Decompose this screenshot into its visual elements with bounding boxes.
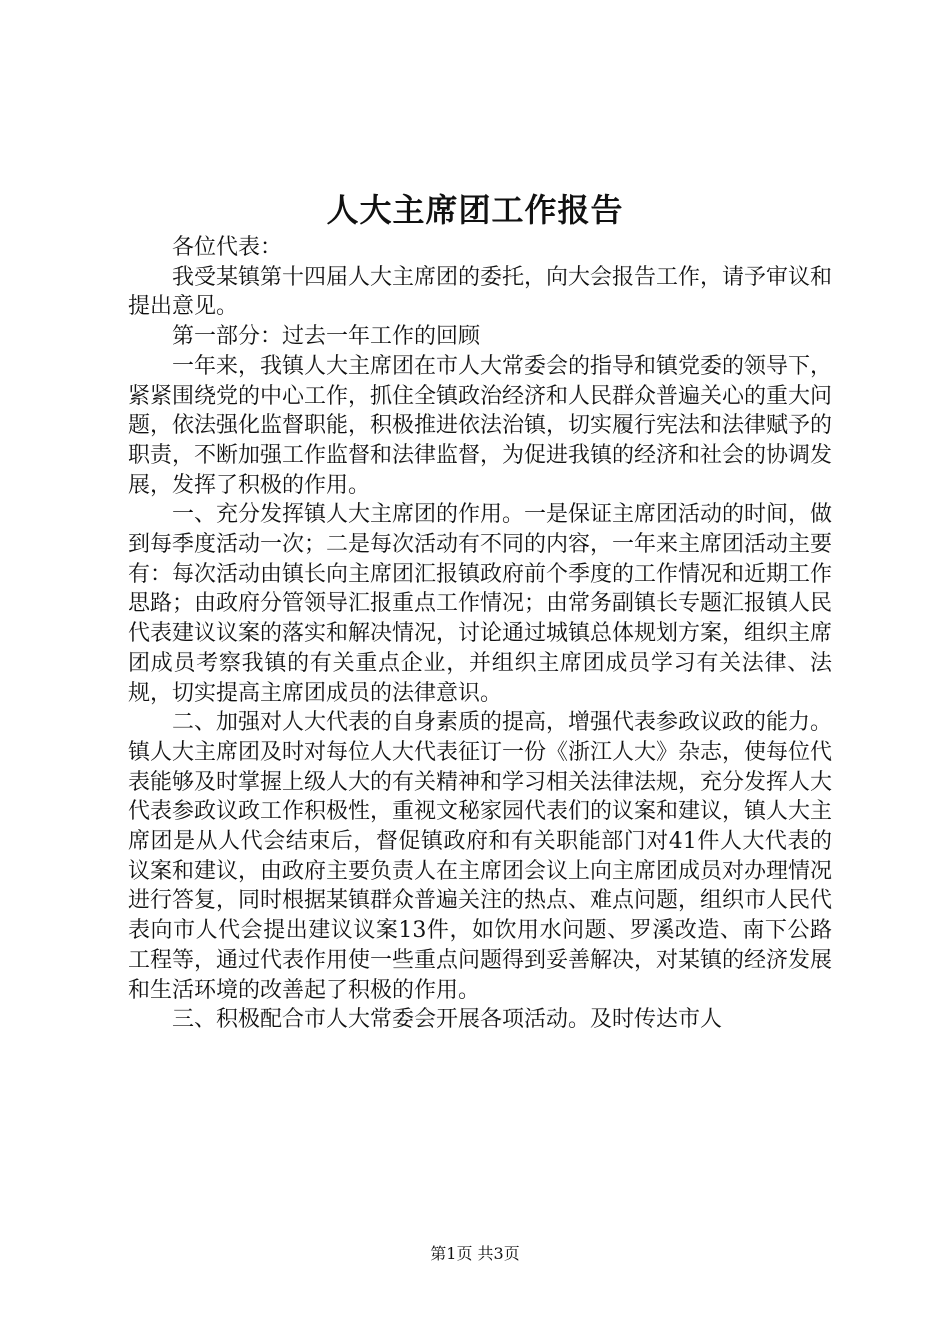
document-title: 人大主席团工作报告 xyxy=(326,191,624,229)
body-paragraph: 二、加强对人大代表的自身素质的提高，增强代表参政议政的能力。镇人大主席团及时对每位人大代表征订一份《浙江人大》杂志，使每位代表能够及时掌握上级人大的有关精神和学习相关法律法规，充分发挥人大代表参政议政工作积极性，重视文秘家园代表们的议案和建议，镇人大主席团是从人代会结束后，督促镇政府和有关职能部门对41件人大代表的议案和建议，由政府主要负责人在主席团会议上向主席团成员对办理情况进行答复，同时根据某镇群众普遍关注的热点、难点问题，组织市人民代表向市人代会提出建议议案13件，如饮用水问题、罗溪改造、南下公路工程等，通过代表作用使一些重点问题得到妥善解决，对某镇的经济发展和生活环境的改善起了积极的作用。 xyxy=(128,710,833,1003)
intro-paragraph: 我受某镇第十四届人大主席团的委托，向大会报告工作，请予审议和提出意见。 xyxy=(128,264,833,320)
page-footer: 第1页 共3页 xyxy=(430,1244,520,1263)
body-paragraph: 一、充分发挥镇人大主席团的作用。一是保证主席团活动的时间，做到每季度活动一次；二是每次活动有不同的内容，一年来主席团活动主要有：每次活动由镇长向主席团汇报镇政府前个季度的工作情况和近期工作思路；由政府分管领导汇报重点工作情况；由常务副镇长专题汇报镇人民代表建议议案的落实和解决情况，讨论通过城镇总体规划方案，组织主席团成员考察我镇的有关重点企业，并组织主席团成员学习有关法律、法规，切实提高主席团成员的法律意识。 xyxy=(128,502,833,706)
body-paragraph: 一年来，我镇人大主席团在市人大常委会的指导和镇党委的领导下，紧紧围绕党的中心工作，抓住全镇政治经济和人民群众普遍关心的重大问题，依法强化监督职能，积极推进依法治镇，切实履行宪法和法律赋予的职责，不断加强工作监督和法律监督，为促进我镇的经济和社会的协调发展，发挥了积极的作用。 xyxy=(128,353,833,498)
body-paragraph: 三、积极配合市人大常委会开展各项活动。及时传达市人 xyxy=(172,1007,723,1033)
document-body xyxy=(128,233,832,1035)
section-heading: 第一部分：过去一年工作的回顾 xyxy=(172,324,481,350)
salutation-paragraph: 各位代表： xyxy=(172,235,283,260)
